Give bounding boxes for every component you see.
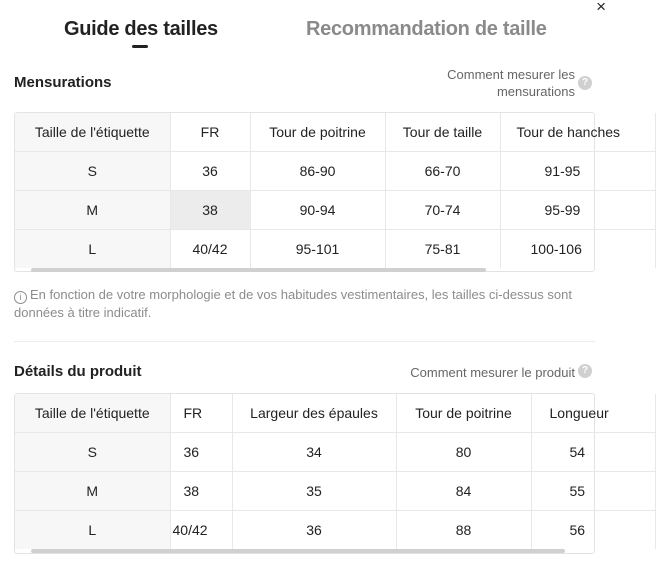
column-header: Tour de poitrine xyxy=(250,113,385,151)
column-header: Tour de poitrine xyxy=(396,394,531,432)
table-cell: 56 xyxy=(531,510,655,549)
size-label-cell: S xyxy=(15,432,170,471)
table-cell: 38 xyxy=(170,471,232,510)
how-to-measure-product-link[interactable]: Comment mesurer le produit xyxy=(410,365,575,380)
table-cell: 70-74 xyxy=(385,190,500,229)
column-header: Longueur xyxy=(531,394,655,432)
table-cell: 88 xyxy=(396,510,531,549)
size-label-cell: L xyxy=(15,229,170,268)
tab-size-guide[interactable]: Guide des tailles xyxy=(64,18,218,40)
table-cell: 90-94 xyxy=(250,190,385,229)
product-details-title: Détails du produit xyxy=(14,363,142,380)
table-cell: 95-101 xyxy=(250,229,385,268)
table-cell: 95-99 xyxy=(500,190,655,229)
measurements-scrollbar[interactable] xyxy=(31,268,486,272)
size-label-cell: L xyxy=(15,510,170,549)
column-header: Tour de taille xyxy=(385,113,500,151)
product-table-container[interactable] xyxy=(14,393,609,554)
table-cell: 91-95 xyxy=(500,151,655,190)
table-header-row xyxy=(15,394,655,432)
table-cell: 75-81 xyxy=(385,229,500,268)
table-cell: 36 xyxy=(232,510,396,549)
table-cell: 38 xyxy=(170,190,250,229)
table-header-row xyxy=(15,113,655,151)
measurements-table xyxy=(15,113,656,268)
table-row xyxy=(15,190,655,229)
how-to-measure-body-line2: mensurations xyxy=(496,84,575,99)
table-cell: 36 xyxy=(170,432,232,471)
table-cell: 66-70 xyxy=(385,151,500,190)
close-icon[interactable]: × xyxy=(596,0,606,16)
column-header: FR xyxy=(170,113,250,151)
help-icon[interactable]: ? xyxy=(578,76,592,90)
table-cell: 40/42 xyxy=(170,510,232,549)
table-row xyxy=(15,151,655,190)
size-label-cell: S xyxy=(15,151,170,190)
column-header: Taille de l'étiquette xyxy=(15,113,170,151)
size-label-cell: M xyxy=(15,190,170,229)
size-label-cell: M xyxy=(15,471,170,510)
table-cell: 54 xyxy=(531,432,655,471)
table-cell: 84 xyxy=(396,471,531,510)
size-disclaimer xyxy=(14,286,584,321)
table-cell: 35 xyxy=(232,471,396,510)
product-table xyxy=(15,394,656,549)
how-to-measure-body-link[interactable] xyxy=(447,66,575,100)
table-cell: 86-90 xyxy=(250,151,385,190)
table-row xyxy=(15,510,655,549)
size-tabs xyxy=(0,18,609,52)
help-icon[interactable]: ? xyxy=(578,364,592,378)
active-tab-indicator xyxy=(132,45,148,48)
table-row xyxy=(15,432,655,471)
how-to-measure-body-line1: Comment mesurer les xyxy=(447,67,575,82)
column-header: Taille de l'étiquette xyxy=(15,394,170,432)
info-icon: i xyxy=(14,291,27,304)
table-cell: 55 xyxy=(531,471,655,510)
column-header: Tour de hanches xyxy=(500,113,655,151)
table-row xyxy=(15,471,655,510)
table-cell: 40/42 xyxy=(170,229,250,268)
measurements-title: Mensurations xyxy=(14,74,112,91)
table-cell: 100-106 xyxy=(500,229,655,268)
column-header: Largeur des épaules xyxy=(232,394,396,432)
column-header: FR xyxy=(170,394,232,432)
table-row xyxy=(15,229,655,268)
section-divider xyxy=(14,341,595,342)
tab-size-recommendation[interactable]: Recommandation de taille xyxy=(306,18,547,40)
table-cell: 34 xyxy=(232,432,396,471)
table-cell: 80 xyxy=(396,432,531,471)
table-cell: 36 xyxy=(170,151,250,190)
size-disclaimer-text: En fonction de votre morphologie et de vos habitudes vestimentaires, les tailles ci-dessus sont données à titre indicatif. xyxy=(14,287,572,320)
measurements-table-container[interactable] xyxy=(14,112,621,272)
product-table-scrollbar[interactable] xyxy=(31,549,565,553)
